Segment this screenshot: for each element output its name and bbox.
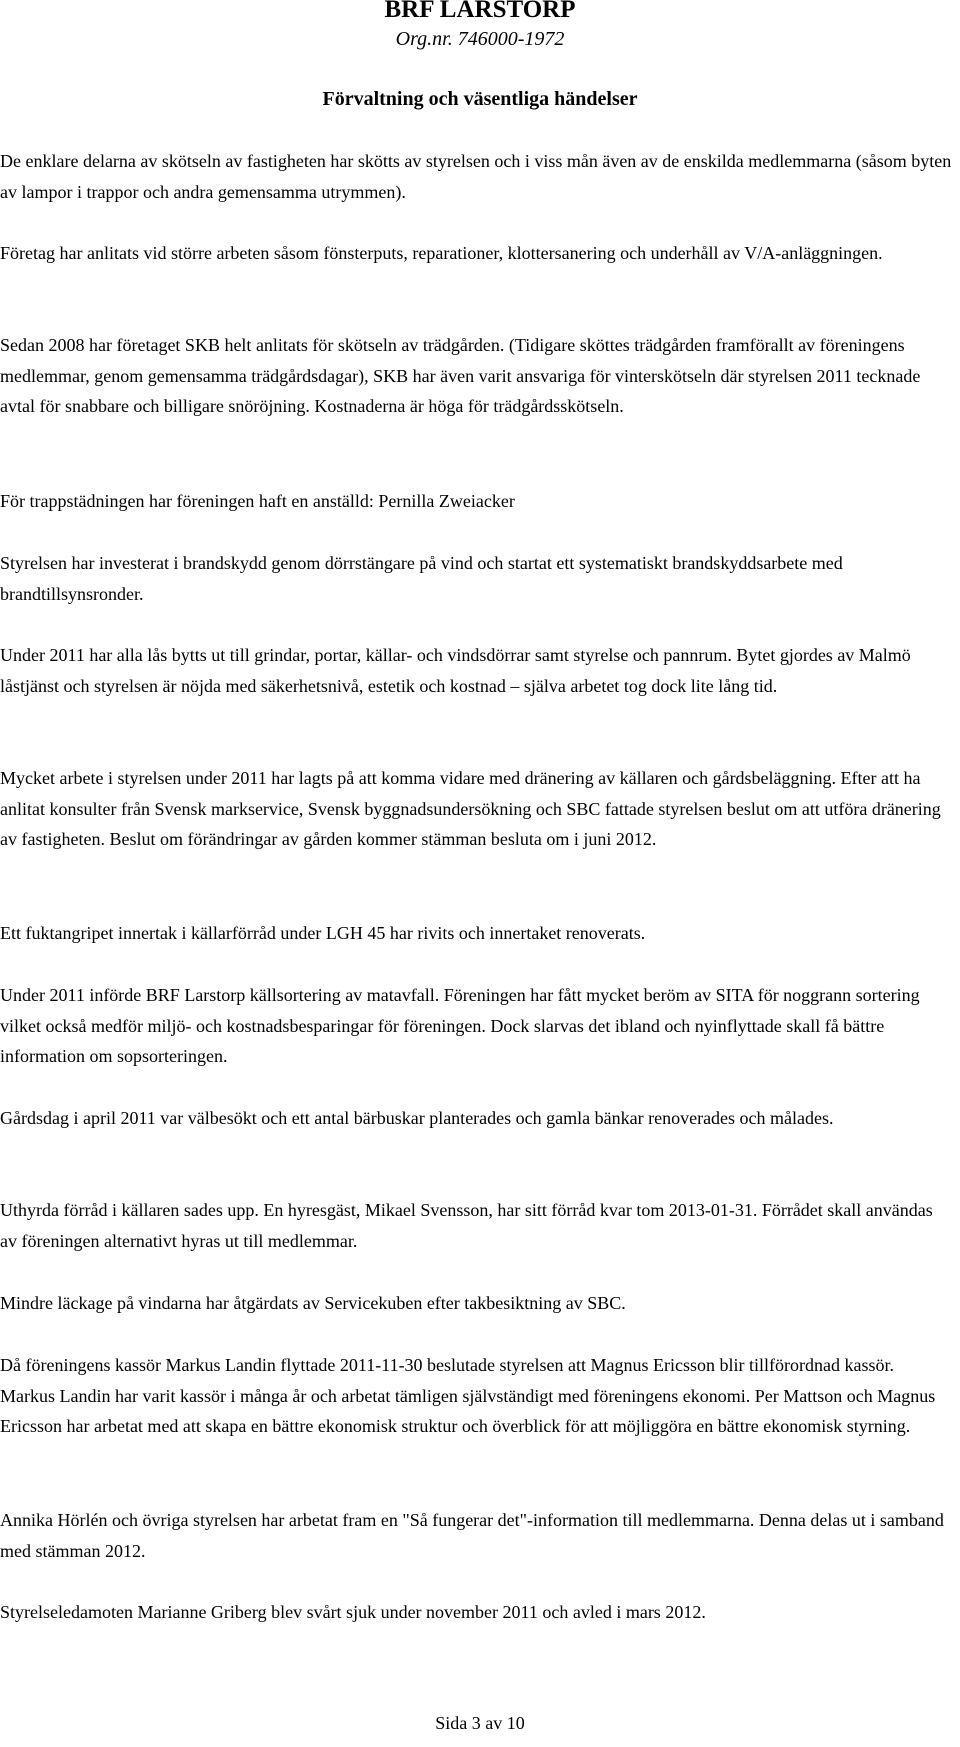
paragraph-garden: Sedan 2008 har företaget SKB helt anlitats för skötseln av trädgården. (Tidigare sköttes trädgården framförallt av föreningens medlemmar, genom gemensamma trädgårdsdagar), SKB har även varit ansvariga för vinterskötseln där styrelsen 2011 tecknade avtal för snabbare och billigare snöröjning. Kostnaderna är höga för trädgårdsskötseln.	[0, 335, 921, 416]
organization-number: Org.nr. 746000-1972	[395, 28, 565, 50]
paragraph-drainage: Mycket arbete i styrelsen under 2011 har lagts på att komma vidare med dränering av källaren och gårdsbeläggning. Efter att ha anlitat konsulter från Svensk markservice, Svensk byggnadsundersökning och SBC fattade styrelsen beslut om att utföra dränering av fastigheten. Beslut om förändringar av gården kommer stämman besluta om i juni 2012.	[0, 768, 941, 849]
paragraph-contractors: Företag har anlitats vid större arbeten såsom fönsterputs, reparationer, klottersanering och underhåll av V/A-anläggningen.	[0, 243, 883, 263]
paragraph-board-member: Styrelseledamoten Marianne Griberg blev svårt sjuk under november 2011 och avled i mars 2012.	[0, 1602, 706, 1622]
section-heading: Förvaltning och väsentliga händelser	[322, 88, 638, 110]
organization-name: BRF LARSTORP	[384, 0, 576, 23]
paragraph-treasurer: Då föreningens kassör Markus Landin flyttade 2011-11-30 beslutade styrelsen att Magnus Ericsson blir tillförordnad kassör. Markus Landin har varit kassör i många år och arbetat tämligen självständigt med föreningens ekonomi. Per Mattson och Magnus Ericsson har arbetat med att skapa en bättre ekonomisk struktur och överblick för att möjliggöra en bättre ekonomisk styrning.	[0, 1355, 936, 1436]
paragraph-garden-day: Gårdsdag i april 2011 var välbesökt och ett antal bärbuskar planterades och gamla bänkar renoverades och målades.	[0, 1108, 834, 1128]
page-number: Sida 3 av 10	[435, 1713, 525, 1733]
paragraph-leakage: Mindre läckage på vindarna har åtgärdats av Servicekuben efter takbesiktning av SBC.	[0, 1293, 626, 1313]
paragraph-locks: Under 2011 har alla lås bytts ut till grindar, portar, källar- och vindsdörrar samt styrelse och pannrum. Bytet gjordes av Malmö låstjänst och styrelsen är nöjda med säkerhetsnivå, estetik och kostnad – själva arbetet tog dock lite lång tid.	[0, 645, 911, 696]
paragraph-storage: Uthyrda förråd i källaren sades upp. En hyresgäst, Mikael Svensson, har sitt förråd kvar tom 2013-01-31. Förrådet skall användas av föreningen alternativt hyras ut till medlemmar.	[0, 1200, 933, 1251]
paragraph-waste-sorting: Under 2011 införde BRF Larstorp källsortering av matavfall. Föreningen har fått mycket beröm av SITA för noggrann sortering vilket också medför miljö- och kostnadsbesparingar för föreningen. Dock slarvas det ibland och nyinflyttade skall få bättre information om sopsorteringen.	[0, 985, 920, 1066]
paragraph-maintenance: De enklare delarna av skötseln av fastigheten har skötts av styrelsen och i viss mån även av de enskilda medlemmarna (såsom byten av lampor i trappor och andra gemensamma utrymmen).	[0, 151, 952, 202]
paragraph-information: Annika Hörlén och övriga styrelsen har arbetat fram en "Så fungerar det"-information till medlemmarna. Denna delas ut i samband med stämman 2012.	[0, 1510, 944, 1561]
paragraph-fire-safety: Styrelsen har investerat i brandskydd genom dörrstängare på vind och startat ett systematiskt brandskyddsarbete med brandtillsynsronder.	[0, 553, 843, 604]
paragraph-ceiling: Ett fuktangripet innertak i källarförråd under LGH 45 har rivits och innertaket renoverats.	[0, 923, 646, 943]
paragraph-cleaning: För trappstädningen har föreningen haft en anställd: Pernilla Zweiacker	[0, 491, 515, 511]
